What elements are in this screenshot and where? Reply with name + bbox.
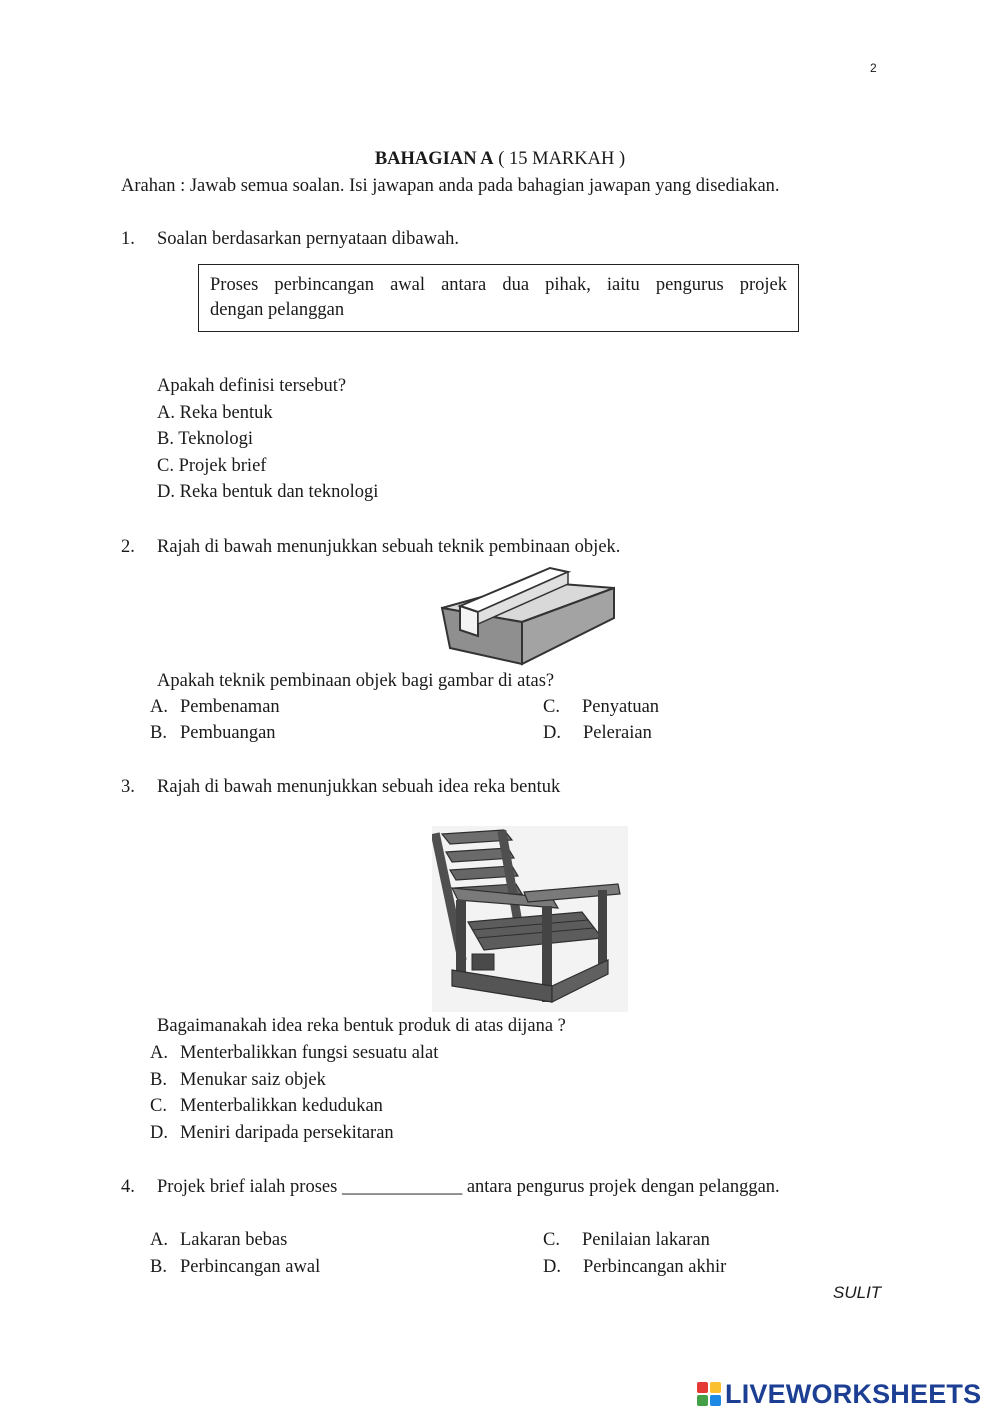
q3-option-a-label: A. — [150, 1043, 168, 1063]
q4-option-c-text: Penilaian lakaran — [582, 1230, 710, 1250]
q2-text: Rajah di bawah menunjukkan sebuah teknik pembinaan objek. — [157, 537, 621, 557]
q4-option-d-label: D. — [543, 1257, 561, 1277]
q2-option-c[interactable] — [543, 696, 659, 718]
q4-option-d[interactable] — [543, 1256, 726, 1278]
rear-leg — [598, 890, 607, 968]
q2-option-a-text: Pembenaman — [180, 697, 280, 717]
q1-option-a[interactable]: A. Reka bentuk — [157, 403, 273, 423]
q3-prompt: Bagaimanakah idea reka bentuk produk di atas dijana ? — [157, 1016, 566, 1036]
q3-text: Rajah di bawah menunjukkan sebuah idea reka bentuk — [157, 777, 561, 797]
base-block — [472, 954, 494, 970]
q1-prompt: Apakah definisi tersebut? — [157, 376, 347, 396]
q3-pallet-chair-image — [432, 826, 628, 1012]
q2-option-a[interactable] — [150, 696, 280, 718]
section-title — [0, 148, 1000, 170]
q3-option-b-label: B. — [150, 1070, 167, 1090]
logo-block-blue — [710, 1395, 721, 1406]
q2-block-joint-image — [430, 560, 625, 668]
q1-option-d[interactable]: D. Reka bentuk dan teknologi — [157, 482, 379, 502]
q3-option-a-text: Menterbalikkan fungsi sesuatu alat — [180, 1043, 439, 1063]
q4-number: 4. — [121, 1177, 135, 1197]
q4-option-a-label: A. — [150, 1230, 168, 1250]
q3-option-b[interactable] — [150, 1069, 326, 1091]
q2-option-d[interactable] — [543, 722, 652, 744]
q1-number: 1. — [121, 229, 135, 249]
logo-block-red — [697, 1382, 708, 1393]
front-leg — [456, 900, 466, 976]
q2-prompt: Apakah teknik pembinaan objek bagi gambar di atas? — [157, 671, 555, 691]
q3-option-a[interactable] — [150, 1042, 438, 1064]
q2-option-d-label: D. — [543, 723, 561, 743]
q4-text: Projek brief ialah proses _____________ antara pengurus projek dengan pelanggan. — [157, 1177, 780, 1197]
q2-option-a-label: A. — [150, 697, 168, 717]
q4-option-c-label: C. — [543, 1230, 560, 1250]
q2-option-d-text: Peleraian — [583, 723, 652, 743]
q1-statement-box — [198, 264, 799, 332]
q4-option-b[interactable] — [150, 1256, 320, 1278]
page-number: 2 — [870, 61, 877, 75]
q4-option-c[interactable] — [543, 1229, 710, 1251]
liveworksheets-wordmark: LIVEWORKSHEETS — [725, 1378, 982, 1409]
q2-option-b[interactable] — [150, 722, 276, 744]
q2-option-b-label: B. — [150, 723, 167, 743]
q4-option-a-text: Lakaran bebas — [180, 1230, 288, 1250]
logo-block-yellow — [710, 1382, 721, 1393]
q1-option-b[interactable]: B. Teknologi — [157, 429, 254, 449]
q3-option-d-label: D. — [150, 1123, 168, 1143]
strip-end-face — [460, 606, 478, 636]
sulit-label: SULIT — [833, 1283, 882, 1302]
q1-option-c[interactable]: C. Projek brief — [157, 456, 267, 476]
q4-option-b-text: Perbincangan awal — [180, 1257, 321, 1277]
q3-option-c-label: C. — [150, 1096, 167, 1116]
q4-option-a[interactable] — [150, 1229, 287, 1251]
q3-option-d-text: Meniri daripada persekitaran — [180, 1123, 394, 1143]
q2-option-c-label: C. — [543, 697, 560, 717]
q3-option-d[interactable] — [150, 1122, 394, 1144]
q4-option-d-text: Perbincangan akhir — [583, 1257, 727, 1277]
section-title-bold: BAHAGIAN A — [374, 149, 494, 169]
q3-option-b-text: Menukar saiz objek — [180, 1070, 326, 1090]
instructions: Arahan : Jawab semua soalan. Isi jawapan anda pada bahagian jawapan yang disediakan. — [121, 176, 780, 196]
q2-number: 2. — [121, 537, 135, 557]
q2-option-c-text: Penyatuan — [582, 697, 660, 717]
liveworksheets-brand[interactable] — [697, 1378, 981, 1410]
section-title-marks: ( 15 MARKAH ) — [493, 149, 626, 169]
logo-block-green — [697, 1395, 708, 1406]
liveworksheets-logo-icon — [697, 1382, 721, 1406]
q3-option-c[interactable] — [150, 1095, 383, 1117]
q1-text: Soalan berdasarkan pernyataan dibawah. — [157, 229, 460, 249]
q3-number: 3. — [121, 777, 135, 797]
q4-option-b-label: B. — [150, 1257, 167, 1277]
q2-option-b-text: Pembuangan — [180, 723, 276, 743]
q3-option-c-text: Menterbalikkan kedudukan — [180, 1096, 383, 1116]
q1-statement-line2: dengan pelanggan — [210, 300, 345, 320]
q1-statement-line1: Proses perbincangan awal antara dua pihak, iaitu pengurus projek — [210, 275, 787, 295]
